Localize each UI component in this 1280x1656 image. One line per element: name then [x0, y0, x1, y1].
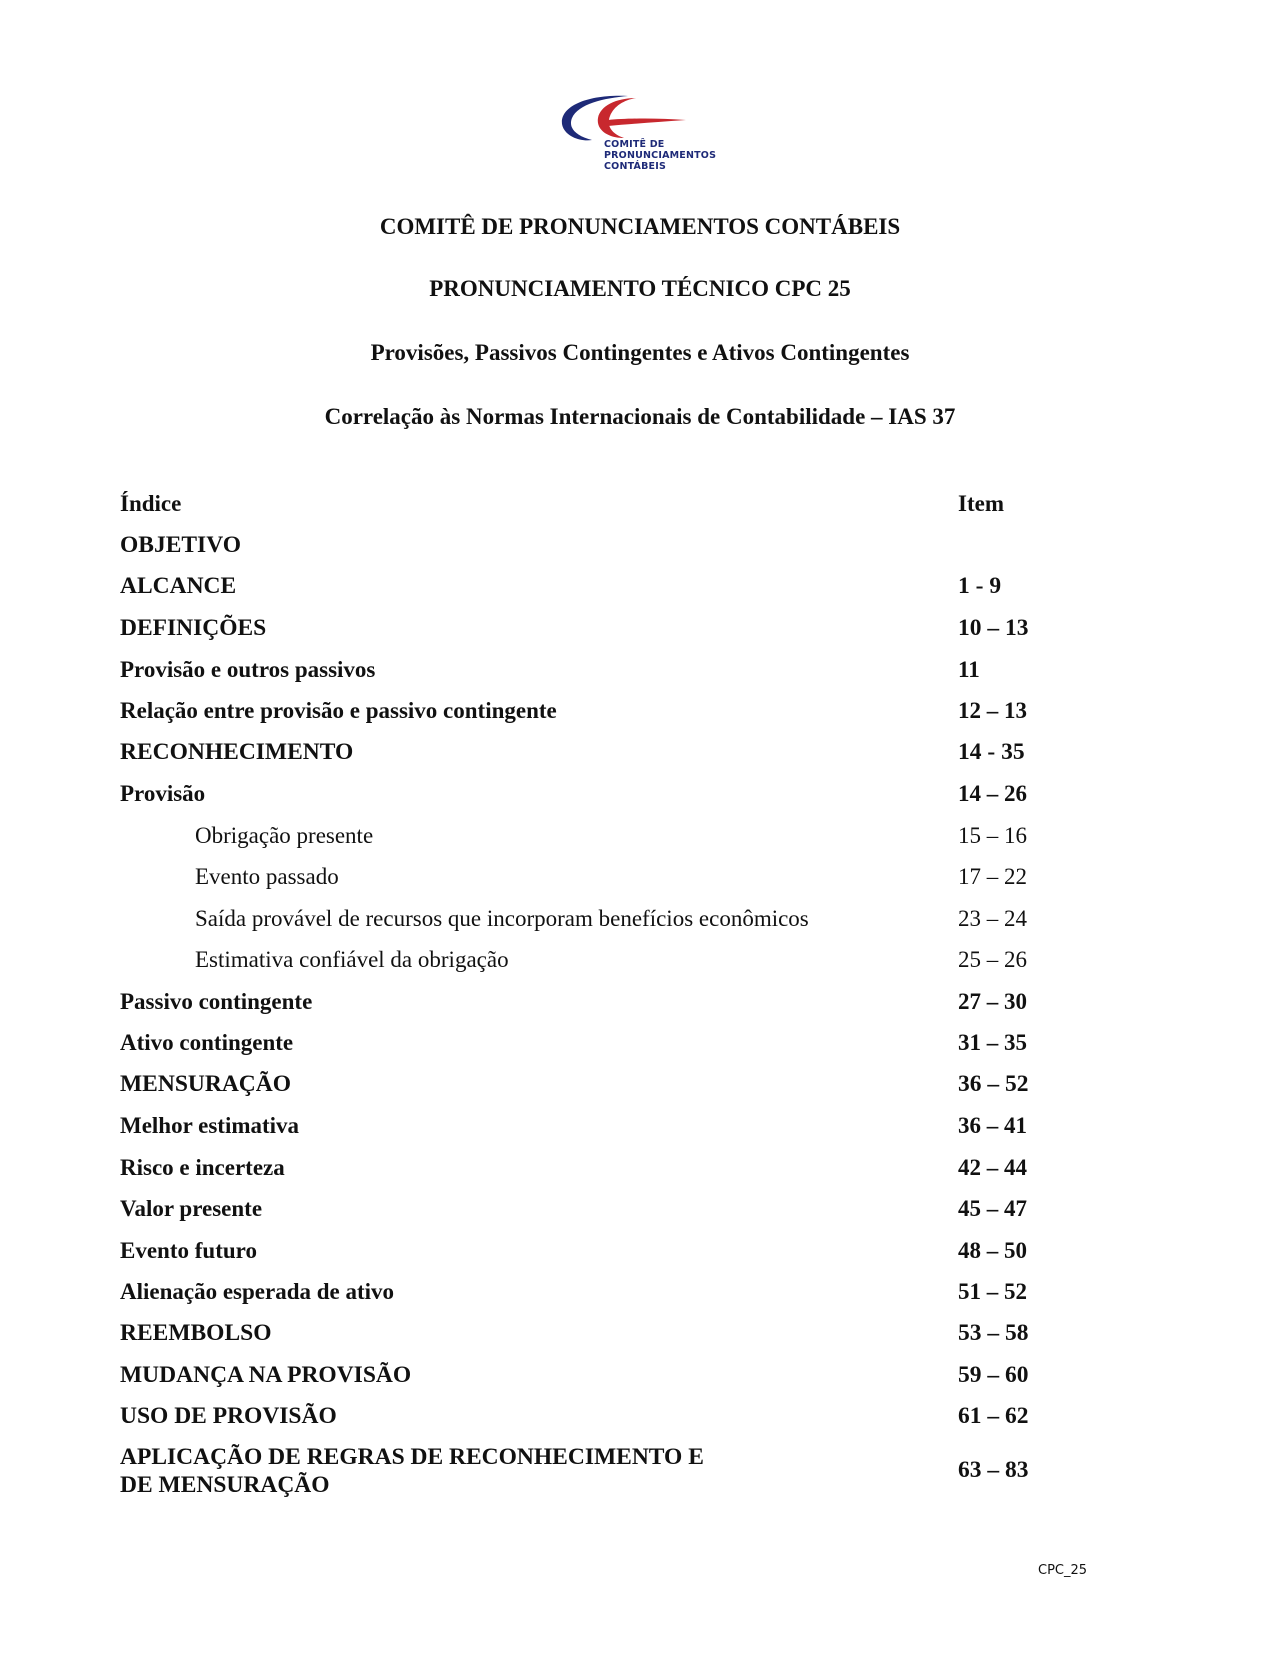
toc-row-label: Provisão: [120, 781, 206, 807]
toc-row-label: Relação entre provisão e passivo contingente: [120, 698, 557, 724]
logo-line-3: CONTÁBEIS: [604, 161, 667, 172]
toc-row-label: DEFINIÇÕES: [120, 614, 267, 641]
toc-row: [120, 691, 1120, 733]
toc-row: [120, 566, 1120, 608]
toc-row-label: Melhor estimativa: [120, 1113, 300, 1139]
toc-row-item: 61 – 62: [958, 1403, 1029, 1430]
toc-row-label: ALCANCE: [120, 573, 237, 600]
toc-header-item: Item: [958, 490, 1004, 516]
toc-row-label: Evento passado: [195, 864, 339, 890]
toc-row-item: 63 – 83: [958, 1457, 1029, 1483]
toc-header-row: [120, 483, 1120, 525]
pronouncement-title: PRONUNCIAMENTO TÉCNICO CPC 25: [429, 276, 851, 301]
toc-row: [120, 981, 1120, 1023]
toc-row-label: Estimativa confiável da obrigação: [195, 947, 509, 973]
toc-row-item: 12 – 13: [958, 698, 1027, 724]
toc-row: [120, 1438, 1120, 1504]
toc-row: [120, 1064, 1120, 1106]
toc-subrow: [120, 940, 1120, 982]
toc-row-item: 51 – 52: [958, 1279, 1027, 1305]
page-footer-code: CPC_25: [1038, 1563, 1088, 1578]
subject-title: Provisões, Passivos Contingentes e Ativos Contingentes: [370, 340, 910, 365]
toc-row: [120, 1147, 1120, 1189]
toc-row-item: 25 – 26: [958, 947, 1027, 973]
toc-row-label: Ativo contingente: [120, 1030, 294, 1056]
logo-line-1: COMITÊ DE: [604, 139, 665, 150]
toc-row-label: Saída provável de recursos que incorporam benefícios econômicos: [195, 905, 809, 931]
toc-row-item: 15 – 16: [958, 822, 1027, 848]
toc-subrow: [120, 815, 1120, 857]
toc-subrow: [120, 857, 1120, 899]
toc-row-label: MUDANÇA NA PROVISÃO: [120, 1361, 412, 1388]
toc-row-label: Passivo contingente: [120, 988, 313, 1014]
toc-row-label: OBJETIVO: [120, 531, 241, 558]
toc-row: [120, 1355, 1120, 1397]
toc-row: [120, 525, 1120, 567]
toc-row-label: APLICAÇÃO DE REGRAS DE RECONHECIMENTO E DE MENSURAÇÃO: [120, 1443, 704, 1498]
toc-row-item: 45 – 47: [958, 1196, 1027, 1222]
toc-row-label: RECONHECIMENTO: [120, 739, 354, 766]
toc-row: [120, 774, 1120, 816]
toc-row: [120, 732, 1120, 774]
toc-row-item: 31 – 35: [958, 1030, 1027, 1056]
toc-row: [120, 1396, 1120, 1438]
toc-row-item: 48 – 50: [958, 1237, 1027, 1263]
organization-title: COMITÊ DE PRONUNCIAMENTOS CONTÁBEIS: [379, 214, 901, 239]
toc-row-label: Provisão e outros passivos: [120, 656, 376, 682]
toc-header-index: Índice: [120, 490, 182, 516]
toc-row-item: 11: [958, 656, 980, 682]
toc-row-label: Valor presente: [120, 1196, 263, 1222]
toc-row-label: USO DE PROVISÃO: [120, 1403, 337, 1430]
toc-row-label: Alienação esperada de ativo: [120, 1279, 395, 1305]
toc-row: [120, 1106, 1120, 1148]
logo-line-2: PRONUNCIAMENTOS: [604, 150, 717, 161]
toc-row-item: 17 – 22: [958, 864, 1027, 890]
toc-row-item: 53 – 58: [958, 1320, 1029, 1347]
toc-row-item: 10 – 13: [958, 614, 1029, 641]
toc-row-item: 42 – 44: [958, 1154, 1027, 1180]
correlation-title: Correlação às Normas Internacionais de Contabilidade – IAS 37: [324, 404, 956, 429]
toc-row-item: 27 – 30: [958, 988, 1027, 1014]
cpc-logo: [558, 92, 728, 176]
toc-row-item: 14 – 26: [958, 781, 1027, 807]
toc-row-label: MENSURAÇÃO: [120, 1071, 292, 1098]
toc-row-label: REEMBOLSO: [120, 1320, 272, 1347]
toc-row-item: 14 - 35: [958, 739, 1025, 766]
toc-row-item: 36 – 41: [958, 1113, 1027, 1139]
toc-row: [120, 1230, 1120, 1272]
toc-row: [120, 608, 1120, 650]
toc-row: [120, 1189, 1120, 1231]
toc-subrow: [120, 898, 1120, 940]
toc-row: [120, 1272, 1120, 1314]
toc-row-label: Evento futuro: [120, 1237, 257, 1263]
toc-row: [120, 1023, 1120, 1065]
toc-row-item: 36 – 52: [958, 1071, 1029, 1098]
toc-row-item: 23 – 24: [958, 905, 1027, 931]
toc-row-label: Obrigação presente: [195, 822, 374, 848]
toc-row: [120, 1313, 1120, 1355]
table-of-contents: [120, 483, 1120, 1504]
toc-row-item: 1 - 9: [958, 573, 1002, 600]
toc-row: [120, 649, 1120, 691]
toc-row-label: Risco e incerteza: [120, 1154, 285, 1180]
toc-row-item: 59 – 60: [958, 1361, 1029, 1388]
